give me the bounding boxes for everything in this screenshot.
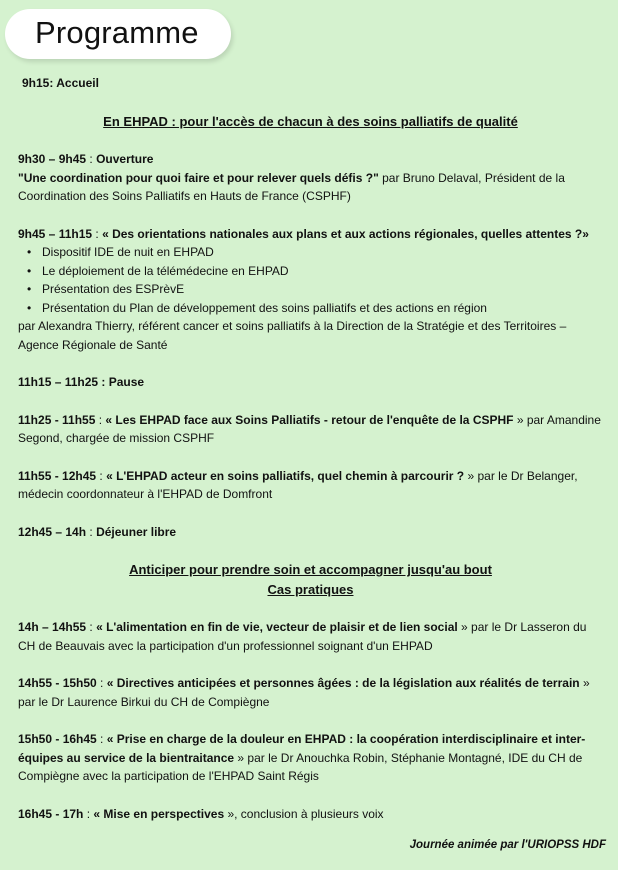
session-pause: 11h15 – 11h25 : Pause xyxy=(18,375,145,389)
session-separator: : xyxy=(86,524,97,539)
session-perspectives xyxy=(18,805,603,824)
session-separator: : xyxy=(83,806,94,821)
session-separator: : xyxy=(92,226,103,241)
orientations-list xyxy=(18,243,603,317)
session-title: « L'EHPAD acteur en soins palliatifs, quel chemin à parcourir ? xyxy=(106,468,465,483)
session-title: « Prise en charge de la douleur en EHPAD : la coopération interdisciplinaire et inter-équipes au service de la bientraitance xyxy=(18,732,586,765)
list-item: • Le déploiement de la télémédecine en EHPAD xyxy=(42,262,603,281)
session-enquete xyxy=(18,411,603,448)
session-time: 14h – 14h55 xyxy=(18,620,87,634)
session-speaker: » par Amandine Segond, chargée de mission CSPHF xyxy=(18,412,601,445)
session-title: « Mise en perspectives xyxy=(93,806,225,821)
session-speaker: par Alexandra Thierry, référent cancer et soins palliatifs à la Direction de la Stratégie et des Territoires – Agence Régionale de Santé xyxy=(18,319,567,352)
session-title: Ouverture xyxy=(96,152,154,166)
session-time: 12h45 – 14h xyxy=(18,524,87,539)
session-title: « Les EHPAD face aux Soins Palliatifs - retour de l'enquête de la CSPHF xyxy=(105,412,514,427)
session-speaker: » par le Dr Anouchka Robin, Stéphanie Montagné, IDE du CH de Compiègne avec la participation de l'EHPAD Saint Régis xyxy=(18,750,583,783)
section-subheading-cas-pratiques: Cas pratiques xyxy=(267,581,354,597)
session-separator: : xyxy=(86,620,97,634)
session-speaker: » par le Dr Belanger, médecin coordonnateur à l'EHPAD de Domfront xyxy=(18,468,578,501)
session-speaker: » par le Dr Laurence Birkui du CH de Compiègne xyxy=(18,676,590,709)
session-separator: : xyxy=(96,732,107,746)
session-quote: "Une coordination pour quoi faire et pour relever quels défis ?" xyxy=(18,170,379,185)
section-heading-anticiper: Anticiper pour prendre soin et accompagner jusqu'au bout xyxy=(129,562,492,577)
session-separator: : xyxy=(95,412,106,427)
session-alimentation xyxy=(18,618,603,655)
session-dejeuner xyxy=(18,523,603,542)
session-ouverture xyxy=(18,150,603,206)
page-title: Programme xyxy=(35,15,199,50)
list-item: • Présentation du Plan de développement des soins palliatifs et des actions en région xyxy=(42,299,603,318)
session-speaker: », conclusion à plusieurs voix xyxy=(224,806,384,821)
session-separator: : xyxy=(96,468,107,483)
session-separator: : xyxy=(96,676,107,690)
session-separator: : xyxy=(86,152,97,166)
session-directives xyxy=(18,674,603,711)
programme-content xyxy=(18,74,603,823)
session-title: « L'alimentation en fin de vie, vecteur de plaisir et de lien social xyxy=(96,620,458,634)
list-item: • Présentation des ESPrèvE xyxy=(42,280,603,299)
session-time: 14h55 - 15h50 xyxy=(18,676,97,690)
session-title: Déjeuner libre xyxy=(96,524,177,539)
session-title: « Directives anticipées et personnes âgées : de la législation aux réalités de terrain xyxy=(106,676,580,690)
list-item: • Dispositif IDE de nuit en EHPAD xyxy=(42,243,603,262)
session-time: 15h50 - 16h45 xyxy=(18,732,97,746)
section-heading-ehpad: En EHPAD : pour l'accès de chacun à des soins palliatifs de qualité xyxy=(103,113,518,129)
organizer-credit: Journée animée par l'URIOPSS HDF xyxy=(409,839,606,851)
session-acteur xyxy=(18,467,603,504)
session-time: 11h55 - 12h45 xyxy=(18,468,97,483)
session-time: 9h30 – 9h45 xyxy=(18,152,87,166)
accueil-line: 9h15: Accueil xyxy=(22,76,99,90)
session-douleur xyxy=(18,730,603,786)
session-time: 9h45 – 11h15 xyxy=(18,226,93,241)
session-speaker: » par le Dr Lasseron du CH de Beauvais avec la participation d'un professionnel soignant d'un EHPAD xyxy=(18,620,587,653)
session-time: 11h25 - 11h55 xyxy=(18,412,96,427)
session-title: « Des orientations nationales aux plans et aux actions régionales, quelles attentes ?» xyxy=(102,226,589,241)
session-speaker: par Bruno Delaval, Président de la Coordination des Soins Palliatifs en Hauts de France (CSPHF) xyxy=(18,170,565,203)
session-orientations xyxy=(18,225,603,244)
session-time: 16h45 - 17h xyxy=(18,806,84,821)
title-banner xyxy=(5,9,231,59)
